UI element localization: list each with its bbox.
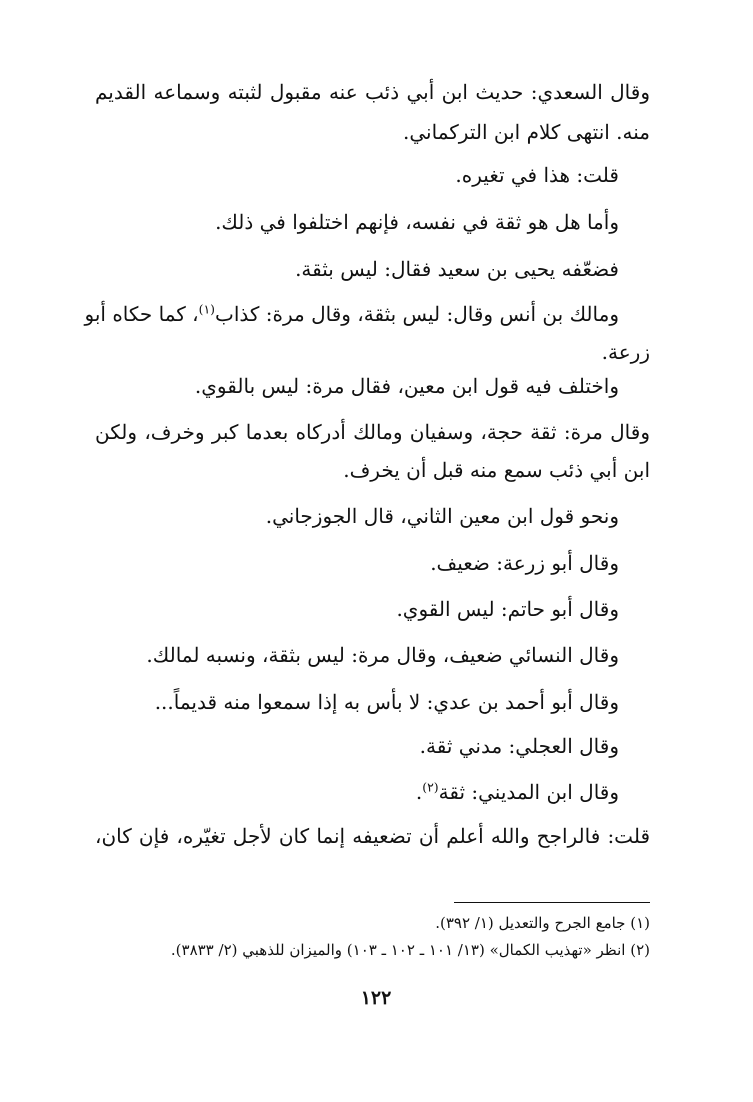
text-line: وقال السعدي: حديث ابن أبي ذئب عنه مقبول لثبته وسماعه القديم <box>95 80 650 104</box>
footnote: (٢) انظر «تهذيب الكمال» (١٣/ ١٠١ ـ ١٠٢ ـ ١٠٣) والميزان للذهبي (٢/ ٣٨٣٣). <box>170 941 650 959</box>
text-line: قلت: فالراجح والله أعلم أن تضعيفه إنما كان لأجل تغيّره، فإن كان، <box>95 824 650 848</box>
text-line: ونحو قول ابن معين الثاني، قال الجوزجاني. <box>265 504 619 528</box>
text-segment: ، كما حكاه أبو <box>84 302 199 326</box>
text-line: واختلف فيه قول ابن معين، فقال مرة: ليس بالقوي. <box>194 374 619 398</box>
footnote-ref: (٢) <box>422 779 439 795</box>
footnote-separator <box>454 902 650 903</box>
text-line: وقال أبو أحمد بن عدي: لا بأس به إذا سمعوا منه قديماً... <box>154 690 619 714</box>
text-line: وقال العجلي: مدني ثقة. <box>419 734 619 758</box>
text-line: قلت: هذا في تغيره. <box>455 163 619 187</box>
text-line: وقال أبو حاتم: ليس القوي. <box>396 597 619 621</box>
footnote-ref: (١) <box>198 301 215 317</box>
text-line: فضعّفه يحيى بن سعيد فقال: ليس بثقة. <box>295 257 619 281</box>
text-line: منه. انتهى كلام ابن التركماني. <box>403 120 650 144</box>
text-line: وقال النسائي ضعيف، وقال مرة: ليس بثقة، ونسبه لمالك. <box>146 643 619 667</box>
text-segment: . <box>415 780 423 804</box>
page-number: ١٢٢ <box>360 987 392 1009</box>
text-line: وقال مرة: ثقة حجة، وسفيان ومالك أدركاه بعدما كبر وخرف، ولكن <box>95 420 650 444</box>
text-line: زرعة. <box>601 340 650 364</box>
text-line: وقال أبو زرعة: ضعيف. <box>430 551 619 575</box>
text-line: ابن أبي ذئب سمع منه قبل أن يخرف. <box>343 458 650 482</box>
text-line <box>85 300 620 328</box>
text-segment: وقال ابن المديني: ثقة <box>438 780 619 804</box>
footnote: (١) جامع الجرح والتعديل (١/ ٣٩٢). <box>435 914 650 932</box>
text-segment: ومالك بن أنس وقال: ليس بثقة، وقال مرة: كذاب <box>214 302 619 326</box>
text-line: وأما هل هو ثقة في نفسه، فإنهم اختلفوا في ذلك. <box>215 210 619 234</box>
text-line <box>416 778 619 806</box>
